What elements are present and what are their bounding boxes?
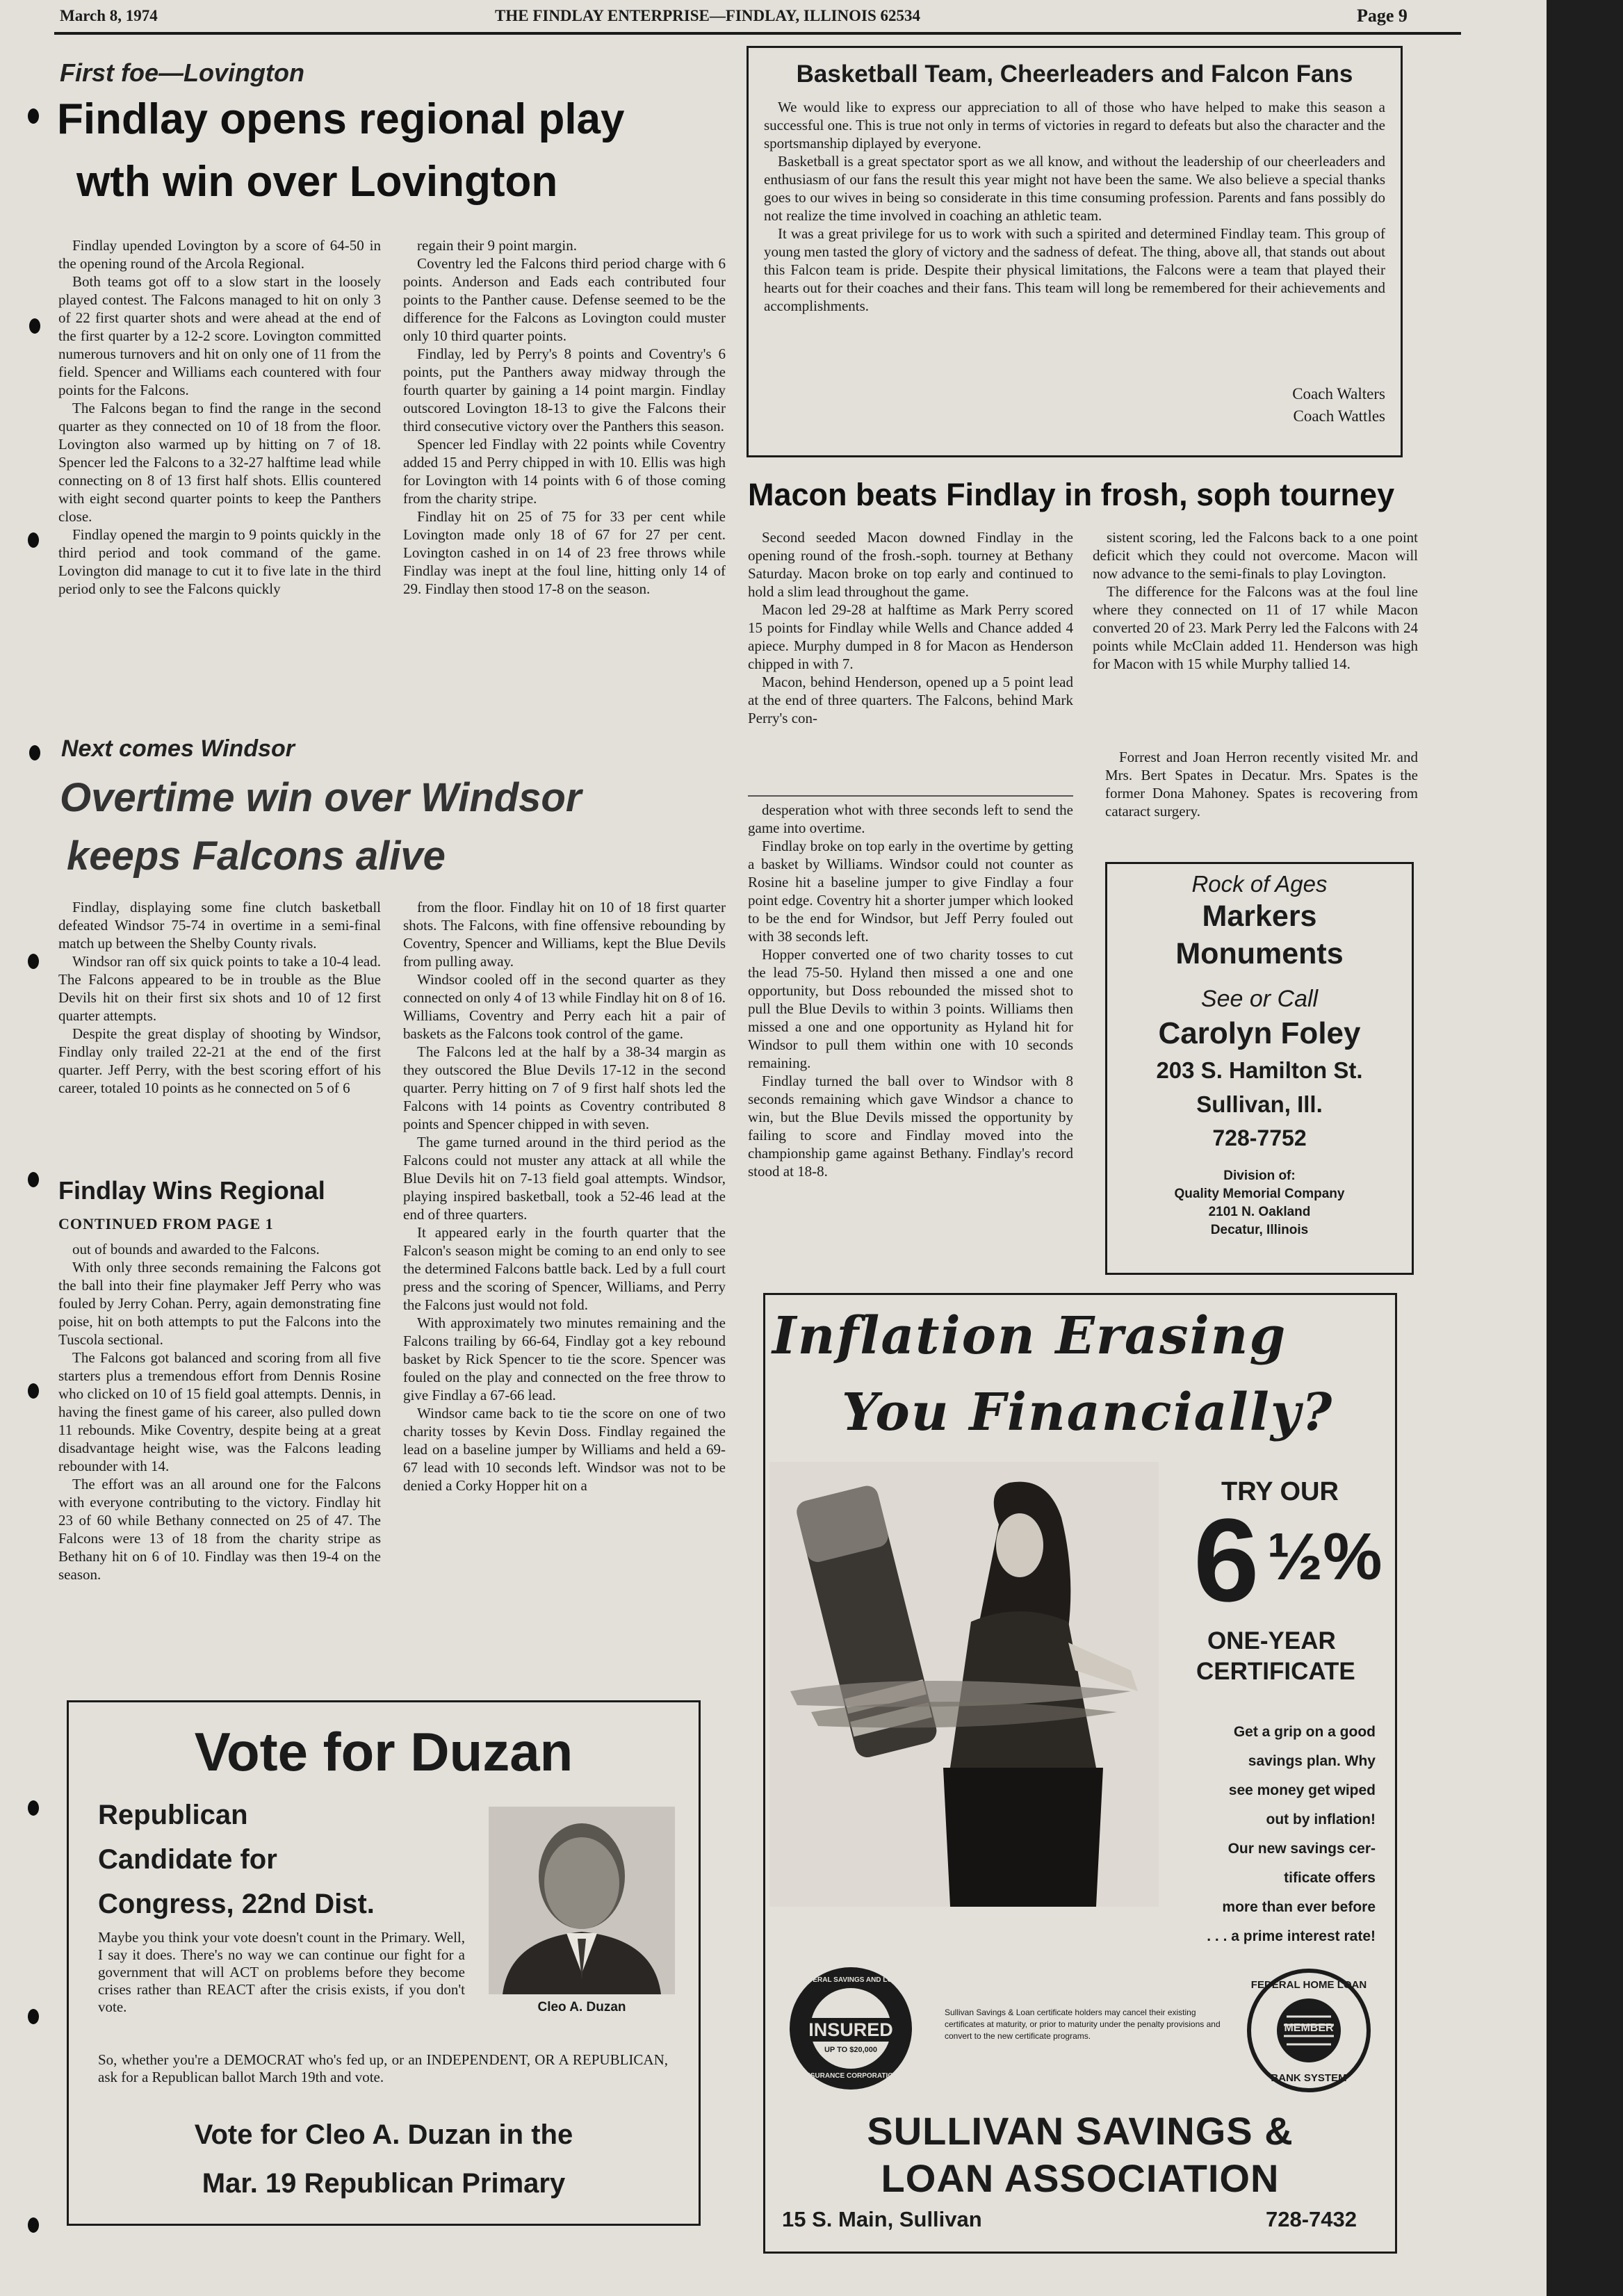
rock-ad-line-2: Markers <box>1202 899 1317 933</box>
story1-headline-2: wth win over Lovington <box>76 158 558 206</box>
paragraph: Findlay, displaying some fine clutch basketball defeated Windsor 75-74 in overtime in a semi-final match up between the Shelby County rivals. <box>58 899 381 952</box>
seal-insured-text: INSURED <box>808 2019 893 2040</box>
rock-ad-line-6: 203 S. Hamilton St. <box>1156 1057 1363 1083</box>
regional-title: Findlay Wins Regional <box>58 1176 325 1205</box>
duzan-ad-title: Vote for Duzan <box>194 1721 573 1782</box>
paragraph: With approximately two minutes remaining and the Falcons trailing by 66-64, Findlay got a key rebound basket by Rick Spencer to tie the score. Spencer was fouled on the play and connected on the free throw to give Findlay a 67-66 lead. <box>403 1314 726 1403</box>
pitch-line: Our new savings cer- <box>1228 1841 1376 1857</box>
binder-hole <box>29 745 40 760</box>
paragraph: The difference for the Falcons was at the foul line where they connected on 11 of 17 while Macon converted 20 of 23. Mark Perry led the Falcons with 24 points while McClain added 11. Henderson was high for Macon with 15 while Murphy tallied 14. <box>1093 583 1418 672</box>
story2-column-2 <box>403 898 726 1674</box>
pitch-line: see money get wiped <box>1228 1782 1376 1798</box>
story1-kicker: First foe—Lovington <box>60 58 304 87</box>
pitch-line: Get a grip on a good <box>1233 1724 1376 1740</box>
rock-ad-line-1: Rock of Ages <box>1191 871 1328 897</box>
paragraph: Basketball is a great spectator sport as we all know, and without the leadership of our cheerleaders and enthusiasm of our fans the result this year might not have been the same. We also believe a special thanks goes to our wives in being so considerate in this time consuming profession. Parents and fans possibly do not realize the time involved in coaching an athletic team. <box>764 153 1385 224</box>
paragraph: Findlay hit on 25 of 75 for 33 per cent while Lovington made only 18 of 67 for 27 per cent. Lovington cashed in on 14 of 23 free throws while Findlay was inept at the foul line, hitting only 14 of 29. Findlay then stood 17-8 on the season. <box>403 508 726 597</box>
pitch-line: savings plan. Why <box>1248 1753 1376 1769</box>
bank-ad-pitch <box>1155 1718 1376 1951</box>
masthead-rule <box>54 32 1461 35</box>
duzan-ad-body: Maybe you think your vote doesn't count in the Primary. Well, I say it does. There's no way we can continue our fight for a government that will ACT on problems before they become crises rather than REACT after the crisis exists, if you don't vote. <box>98 1929 465 2015</box>
duzan-ad-sub-3: Congress, 22nd Dist. <box>98 1889 375 1919</box>
paragraph: out of bounds and awarded to the Falcons. <box>72 1241 320 1257</box>
portrait-caption: Cleo A. Duzan <box>537 2000 626 2014</box>
paragraph: Forrest and Joan Herron recently visited Mr. and Mrs. Bert Spates in Decatur. Mrs. Spates is the former Dona Mahoney. Spates is recovering from cataract surgery. <box>1105 749 1418 820</box>
binder-hole <box>28 2009 39 2024</box>
masthead-title: THE FINDLAY ENTERPRISE—FINDLAY, ILLINOIS 62534 <box>495 7 921 24</box>
thanks-title: Basketball Team, Cheerleaders and Falcon Fans <box>796 60 1353 88</box>
paragraph: It appeared early in the fourth quarter that the Falcon's season might be coming to an end only to see the determined Falcons battle back. Led by a full court press and the scoring of Spencer, Williams, and Perry the Falcons just would not fold. <box>403 1224 726 1313</box>
rock-ad-line-9: Division of: <box>1223 1169 1296 1183</box>
duzan-ad-sub-1: Republican <box>98 1800 248 1830</box>
rock-ad-line-11: 2101 N. Oakland <box>1208 1205 1311 1219</box>
story2-headline-2: keeps Falcons alive <box>67 833 446 879</box>
binder-hole <box>28 532 39 548</box>
signature-coach-wattles: Coach Wattles <box>1293 407 1385 425</box>
binder-hole <box>29 318 40 334</box>
paragraph: It was a great privilege for us to work with such a spirited and determined Findlay team. This group of young men tasted the glory of victory and the sadness of defeat. The thing, above all, that stands out about this Falcon team is pride. Despite their physical limitations, the Falcons were a team that played their hearts out for their coaches and their fans. This team will long be remembered for their achievements and accomplishments. <box>764 225 1385 314</box>
bank-address: 15 S. Main, Sullivan <box>782 2207 982 2231</box>
macon-headline: Macon beats Findlay in frosh, soph tourney <box>748 477 1395 512</box>
paragraph: With only three seconds remaining the Falcons got the ball into their fine playmaker Jeff Perry who was fouled by Jerry Cohan. Perry, again demonstrating fine poise, hit on both attempts to put the Falcons into the Tuscola sectional. <box>58 1259 381 1348</box>
pitch-line: out by inflation! <box>1266 1811 1376 1827</box>
bank-name-1: SULLIVAN SAVINGS & <box>867 2109 1294 2153</box>
bank-ad-rate-whole: 6 <box>1193 1495 1259 1627</box>
story2-headline-1: Overtime win over Windsor <box>60 775 582 820</box>
paragraph: Coventry led the Falcons third period charge with 6 points. Anderson and Eads each contributed four points to the Panther cause. Defense seemed to be the difference for the Falcons as Lovington could muster only 10 third quarter points. <box>403 255 726 344</box>
rock-ad-line-4: See or Call <box>1200 986 1319 1012</box>
paragraph: Hopper converted one of two charity tosses to cut the lead 75-50. Hyland then missed a one and one opportunity, but Doss rebounded the missed shot to pull the Blue Devils to within 3 points. Williams then missed a one and one opportunity as Hyland hit for Windsor to pull them within one with 10 seconds remaining. <box>748 946 1073 1071</box>
duzan-ad-footer-1: Vote for Cleo A. Duzan in the <box>194 2119 573 2150</box>
bank-ad-try: TRY OUR <box>1221 1477 1339 1506</box>
paragraph: We would like to express our appreciation to all of those who have helped to make this season a successful one. This is true not only in terms of victories in regard to defeats but also the character and the sportsmanship diplayed by everyone. <box>764 99 1385 152</box>
seal-top-text: FEDERAL SAVINGS AND LOAN <box>799 1976 903 1984</box>
paragraph: Findlay, led by Perry's 8 points and Coventry's 6 points, put the Panthers away midway through the fourth quarter by gaining a 14 point margin. Findlay outscored Lovington 18-13 to give the Falcons their third consecutive victory over the Panthers this season. <box>403 345 726 434</box>
rock-of-ages-ad <box>1105 862 1414 1275</box>
seal-amount-text: UP TO $20,000 <box>824 2046 878 2054</box>
duzan-ad-body-2: So, whether you're a DEMOCRAT who's fed up, or an INDEPENDENT, OR A REPUBLICAN, ask for a Republican ballot March 19th and vote. <box>98 2051 668 2085</box>
thanks-box <box>747 46 1403 457</box>
paragraph: from the floor. Findlay hit on 10 of 18 first quarter shots. The Falcons, with fine offensive rebounding by Coventry, Spencer and Williams, kept the Blue Devils from pulling away. <box>403 899 726 970</box>
bank-phone: 728-7432 <box>1266 2207 1357 2231</box>
paragraph: Windsor ran off six quick points to take a 10-4 lead. The Falcons appeared to be in trouble as the Blue Devils hit on their first six shots and 10 of 12 first quarter attempts. <box>58 953 381 1024</box>
rock-ad-line-10: Quality Memorial Company <box>1174 1187 1345 1201</box>
column-rule <box>748 795 1073 797</box>
paragraph: Despite the great display of shooting by Windsor, Findlay only trailed 22-21 at the end of the first quarter. Jeff Perry, with the best scoring effort of his career, totaled 10 points as he connected on 5 of 6 <box>58 1025 381 1096</box>
story1-column-1 <box>58 236 381 716</box>
story1-headline-1: Findlay opens regional play <box>57 95 625 143</box>
masthead-date: March 8, 1974 <box>60 7 158 24</box>
story2-column-1 <box>58 898 381 1173</box>
story2-column-3 <box>748 801 1073 1278</box>
rock-ad-line-8: 728-7752 <box>1212 1125 1307 1150</box>
binder-hole <box>28 1800 39 1816</box>
duzan-ad-footer-2: Mar. 19 Republican Primary <box>202 2168 566 2199</box>
paragraph: Windsor cooled off in the second quarter as they connected on only 4 of 13 while Findlay hit on 8 of 16. Williams, Coventry and Perry each hit a pair of baskets as the Falcons took control of the game. <box>403 971 726 1042</box>
binder-hole <box>28 1383 39 1399</box>
thanks-signatures <box>764 383 1385 428</box>
paragraph: sistent scoring, led the Falcons back to a one point deficit which they could not overcome. Macon will now advance to the semi-finals to play Lovington. <box>1093 529 1418 582</box>
paragraph: Second seeded Macon downed Findlay in the opening round of the frosh.-soph. tourney at Bethany Saturday. Macon broke on top early and continued to hold a slim lead throughout the game. <box>748 529 1073 600</box>
fhlb-member-text: MEMBER <box>1284 2022 1334 2034</box>
story1-column-2 <box>403 236 726 716</box>
binder-hole <box>28 2217 39 2233</box>
paragraph: Both teams got off to a slow start in the loosely played contest. The Falcons managed to hit on only 3 of 22 first quarter shots and were ahead at the end of the first quarter by a 12-2 score. Lovington committed numerous turnovers and hit on only one of 11 from the field. Spencer and Williams each countered with four points for the Falcons. <box>58 273 381 398</box>
seal-bottom-text: INSURANCE CORPORATION <box>803 2072 899 2080</box>
paragraph: The Falcons began to find the range in the second quarter as they connected on 10 of 18 from the floor. Lovington also warmed up by hitting on 7 of 18. Spencer led the Falcons to a 32-27 halftime lead while connecting on 8 of 13 first half shots. Ellis countered with eight second quarter points to keep the Panthers close. <box>58 400 381 525</box>
pitch-line: . . . a prime interest rate! <box>1207 1928 1376 1944</box>
signature-coach-walters: Coach Walters <box>1292 385 1385 402</box>
paragraph: regain their 9 point margin. <box>417 237 577 254</box>
paragraph: desperation whot with three seconds left to send the game into overtime. <box>748 801 1073 836</box>
paragraph: Windsor came back to tie the score on one of two charity tosses by Kevin Doss. Findlay regained the lead on a baseline jumper by Williams and held a 69-67 lead with 10 seconds left. Windsor was not to be denied a Corky Hopper hit on a <box>403 1405 726 1494</box>
rock-ad-line-12: Decatur, Illinois <box>1210 1223 1309 1237</box>
duzan-ad-sub-2: Candidate for <box>98 1844 277 1875</box>
portrait-illustration <box>489 1807 675 1994</box>
rock-ad-line-3: Monuments <box>1175 937 1344 970</box>
sullivan-savings-ad <box>763 1293 1397 2254</box>
eraser-woman-illustration <box>769 1462 1159 1907</box>
bank-ad-headline-2: You Financially? <box>842 1383 1334 1442</box>
regional-body <box>58 1240 381 1678</box>
paragraph: Findlay broke on top early in the overtime by getting a basket by Williams. Windsor could not counter as Rosine hit a baseline jumper to give Findlay a four point edge. Coventry hit a shorter jumper which looked to be the end for Windsor, but Jeff Perry fouled out with 38 seconds left. <box>748 838 1073 945</box>
bank-ad-fine-print: Sullivan Savings & Loan certificate holders may cancel their existing certificates at maturity, or prior to maturity under the penalty provisions and convert to the new certificate programs. <box>945 2008 1221 2041</box>
bank-ad-cert-2: CERTIFICATE <box>1196 1658 1355 1685</box>
binder-hole <box>28 954 39 969</box>
macon-column-1 <box>748 528 1073 779</box>
candidate-portrait <box>489 1807 675 1994</box>
paragraph: Findlay turned the ball over to Windsor with 8 seconds remaining which gave Windsor a chance to win, but the Blue Devils missed the opportunity by failing to score and Findlay moved into the championship game against Bethany. Findlay's record stood at 18-8. <box>748 1073 1073 1180</box>
rock-ad-line-7: Sullivan, Ill. <box>1196 1091 1323 1117</box>
social-note <box>1105 748 1418 845</box>
paragraph: The effort was an all around one for the Falcons with everyone contributing to the victory. Findlay hit 23 of 60 while Bethany connected on 25 of 47. The Falcons were 13 of 18 from the charity stripe as Bethany hit on 6 of 10. Findlay was then 19-4 on the season. <box>58 1476 381 1583</box>
duzan-ad <box>67 1700 701 2226</box>
page-number: Page 9 <box>1357 6 1408 26</box>
paragraph: The Falcons got balanced and scoring from all five starters plus a tremendous effort from Dennis Rosine who clicked on 10 of 15 field goal attempts. Dennis, in having the finest game of his career, also pulled down 11 rebounds. Mike Coventry, despite being at a great disadvantage height wise, was the Falcons leading rebounder with 14. <box>58 1349 381 1474</box>
paragraph: Findlay upended Lovington by a score of 64-50 in the opening round of the Arcola Regional. <box>58 237 381 272</box>
paragraph: The Falcons led at the half by a 38-34 margin as they outscored the Blue Devils 17-12 in the second quarter. Perry hitting on 7 of 9 first half shots led the Falcons with 14 points as Coventry contributed 8 points and Spencer chipped in with seven. <box>403 1043 726 1132</box>
regional-continued: CONTINUED FROM PAGE 1 <box>58 1215 274 1232</box>
bank-ad-rate-fraction: ½% <box>1267 1520 1383 1594</box>
thanks-body <box>764 98 1385 376</box>
paragraph: Macon, behind Henderson, opened up a 5 point lead at the end of three quarters. The Falcons, behind Mark Perry's con- <box>748 674 1073 726</box>
fhlb-top-text: FEDERAL HOME LOAN <box>1250 1979 1367 1991</box>
paragraph: Spencer led Findlay with 22 points while Coventry added 15 and Perry chipped in with 10. Ellis was high for Lovington with 14 points with 6 of those coming from the charity stripe. <box>403 436 726 507</box>
rock-ad-line-5: Carolyn Foley <box>1158 1016 1361 1050</box>
binder-hole <box>28 1172 39 1187</box>
paragraph: Findlay opened the margin to 9 points quickly in the third period and took command of the game. Lovington did manage to cut it to five late in the third period only to see the Falcons quickly <box>58 526 381 597</box>
bank-ad-headline-1: Inflation Erasing <box>772 1306 1287 1366</box>
bank-ad-cert-1: ONE-YEAR <box>1207 1627 1336 1654</box>
story2-kicker: Next comes Windsor <box>61 735 295 762</box>
pitch-line: more than ever before <box>1222 1899 1376 1915</box>
binder-hole <box>28 108 39 124</box>
fhlb-bottom-text: BANK SYSTEM <box>1271 2072 1347 2084</box>
paragraph: The game turned around in the third period as the Falcons could not muster any attack at all while the Blue Devils hit on 7-13 field goal attempts. Windsor, playing inspired basketball, took a 52-46 lead at the end of three quarters. <box>403 1134 726 1223</box>
paragraph: Macon led 29-28 at halftime as Mark Perry scored 15 points for Findlay while Wells and Chance added 4 apiece. Murphy dumped in 8 for Macon as Henderson chipped in with 7. <box>748 601 1073 672</box>
pitch-line: tificate offers <box>1284 1870 1376 1886</box>
macon-column-2 <box>1093 528 1418 723</box>
bank-name-2: LOAN ASSOCIATION <box>881 2156 1280 2200</box>
